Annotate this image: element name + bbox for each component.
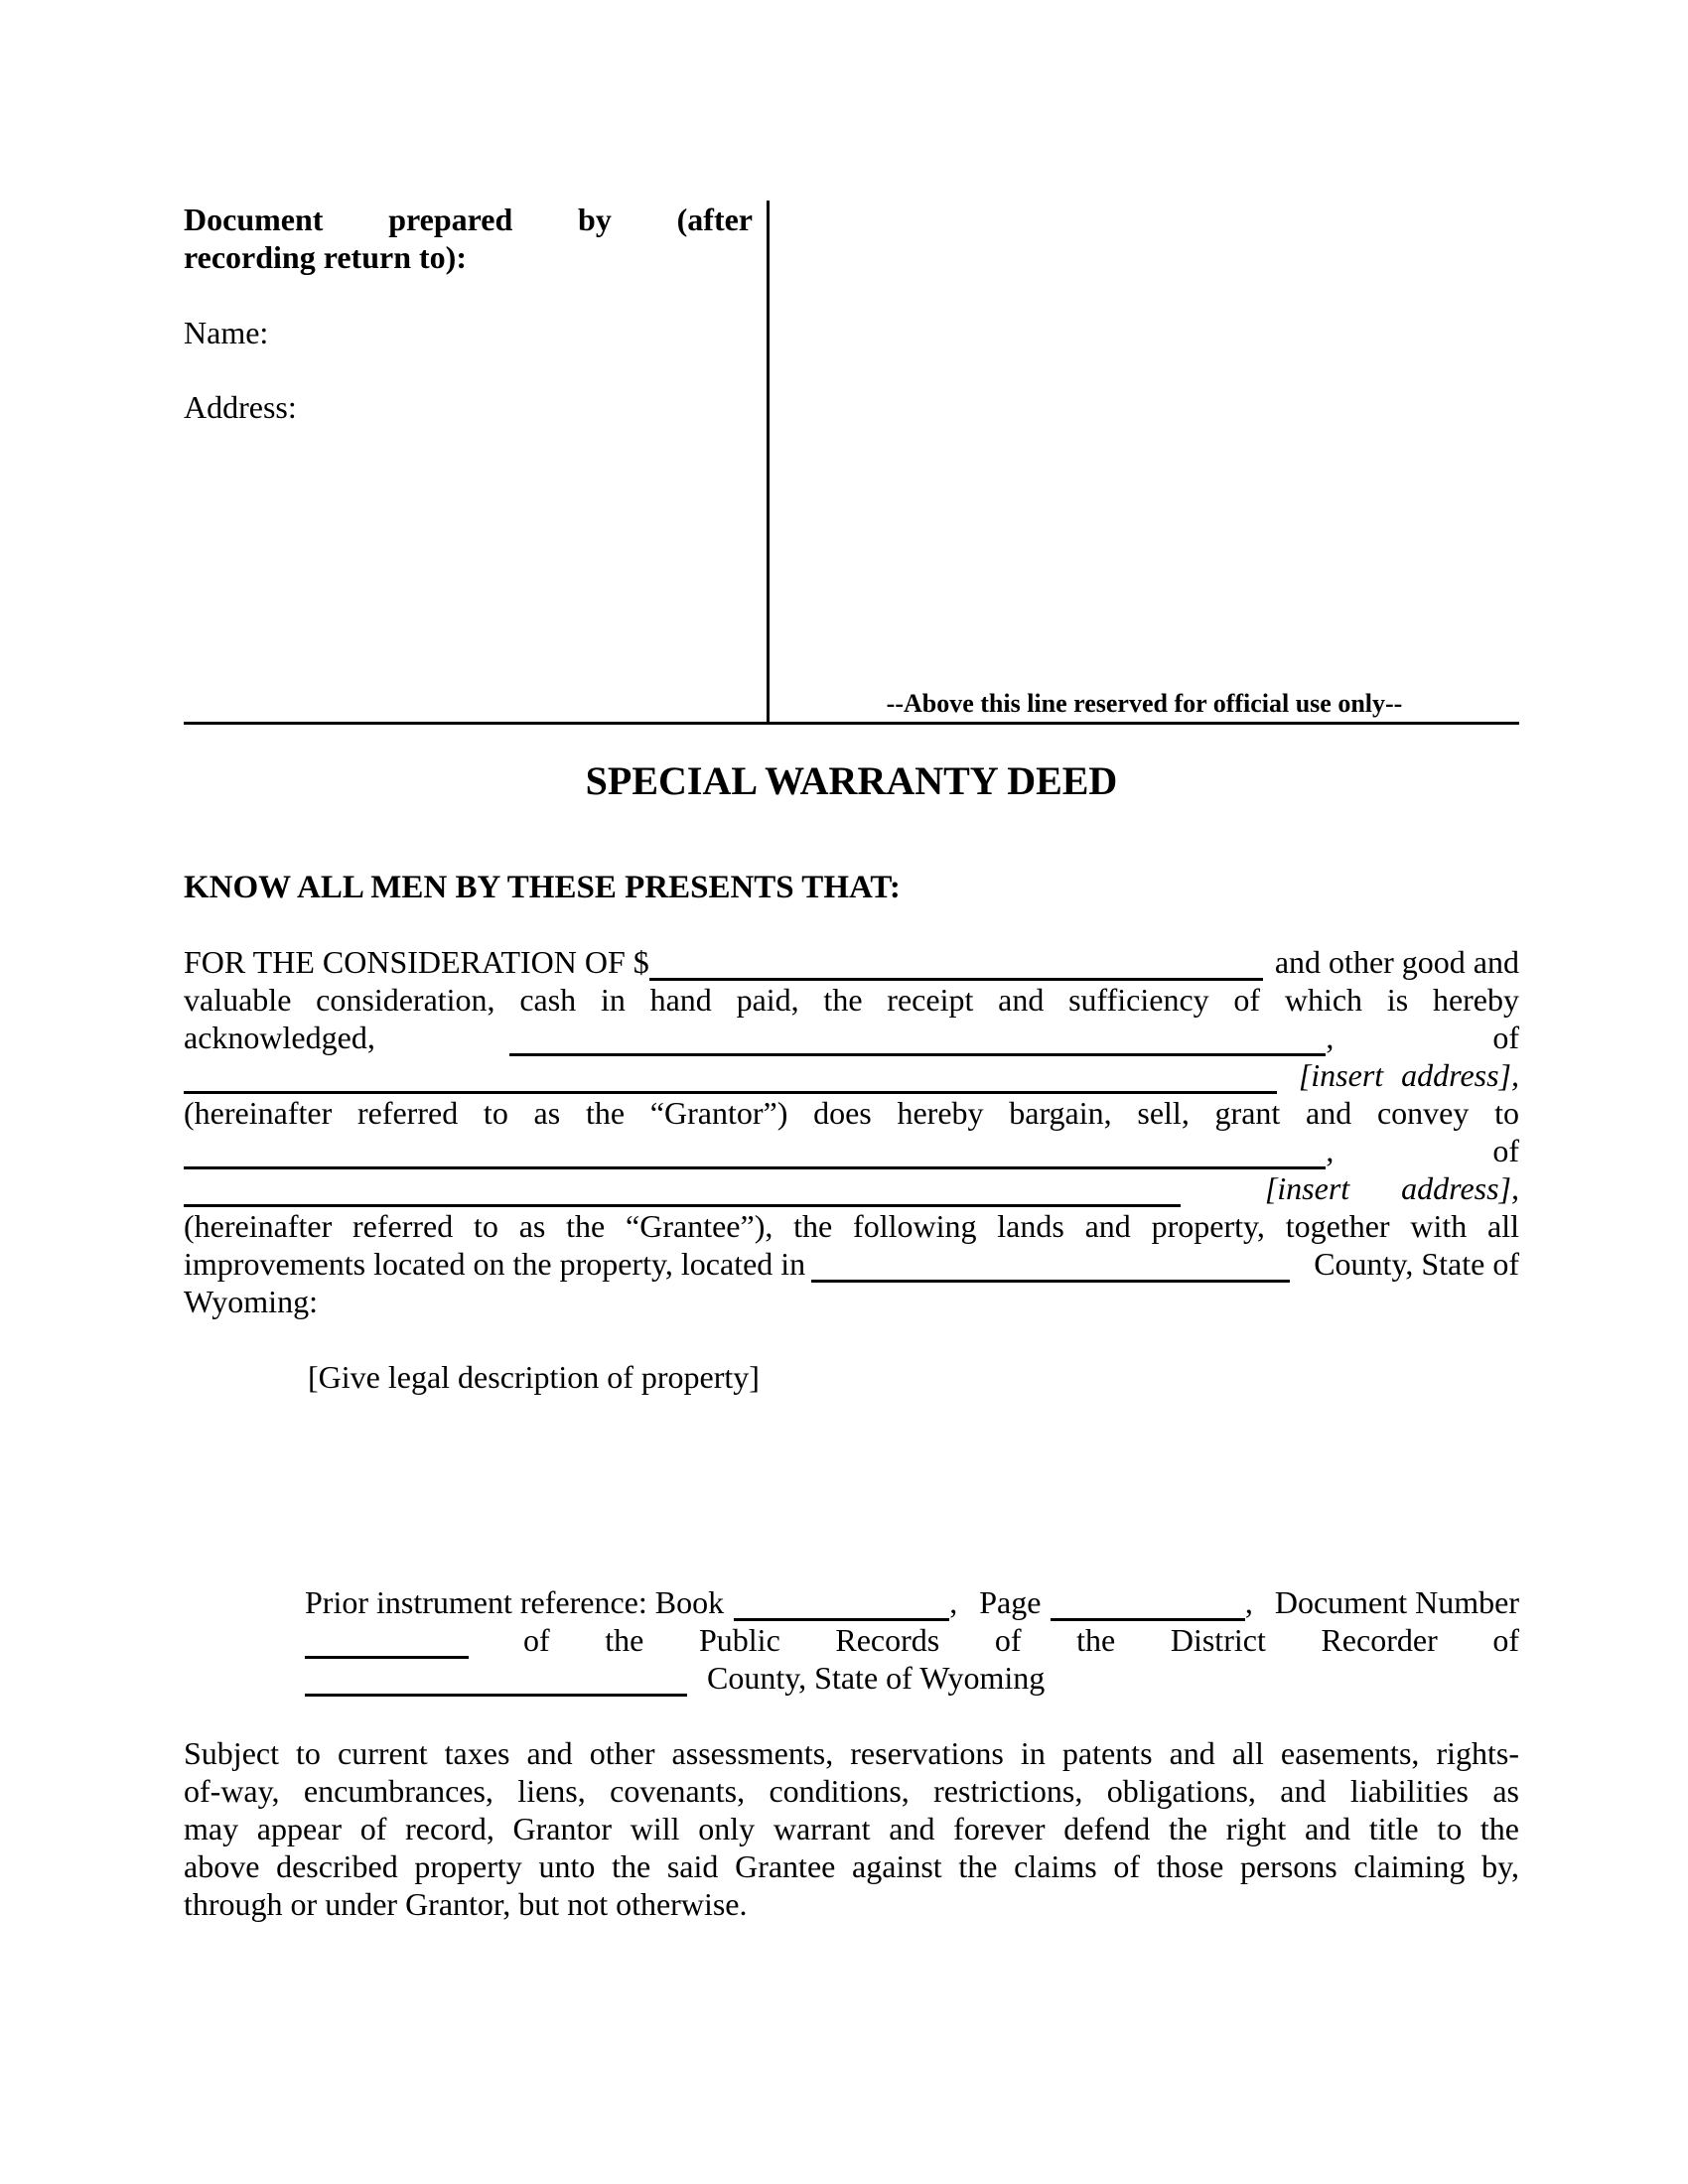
document-line [184,1056,1519,1094]
text-segment: of [1492,1020,1519,1055]
document-line [184,943,1519,981]
document-line: Document prepared by (after [184,202,753,237]
text-segment: , [949,1584,958,1620]
prior-instrument-paragraph [305,1583,1519,1697]
presents-heading: KNOW ALL MEN BY THESE PRESENTS THAT: [184,870,901,905]
text-segment: Document Number [1274,1584,1519,1620]
text-segment: address], [1401,1170,1519,1206]
document-line [184,1169,1519,1207]
consideration-paragraph [184,943,1519,1320]
grantee-name-blank[interactable] [184,1137,1326,1169]
text-segment: County, State of Wyoming [707,1660,1046,1696]
grantor-address-blank[interactable] [184,1061,1277,1094]
recording-header [184,201,1519,722]
text-segment: and other good and [1274,944,1519,980]
recorder-county-blank[interactable] [305,1664,687,1697]
text-segment: FOR THE CONSIDERATION OF $ [184,944,649,980]
document-line [184,1132,1519,1169]
text-segment: Prior instrument reference: Book [305,1584,725,1620]
text-segment: address], [1401,1057,1519,1093]
document-line: above described property unto the said Grantee against the claims of those persons claiming by, [184,1848,1519,1884]
document-line: recording return to): [184,239,467,275]
book-blank[interactable] [734,1588,949,1621]
document-number-blank[interactable] [305,1626,469,1659]
official-use-separator-line [184,722,1519,725]
text-segment: Page [979,1584,1042,1620]
document-line: Wyoming: [184,1284,318,1319]
document-line: (hereinafter referred to as the “Grantor”) does hereby bargain, sell, grant and convey to [184,1095,1519,1131]
page-blank[interactable] [1051,1588,1244,1621]
text-segment: [insert [1298,1057,1384,1093]
document-line [305,1659,1519,1697]
document-line: (hereinafter referred to as the “Grantee”), the following lands and property, together with all [184,1208,1519,1244]
document-line [305,1583,1519,1621]
document-line [305,1621,1519,1659]
text-segment: improvements located on the property, located in [184,1246,806,1282]
prepared-by-heading [184,201,753,276]
consideration-amount-blank[interactable] [649,948,1263,981]
text-segment: , [1326,1020,1335,1055]
text-segment: acknowledged, [184,1020,375,1055]
subject-to-paragraph [184,1734,1519,1923]
grantee-address-blank[interactable] [184,1174,1181,1207]
official-use-area [770,201,1519,722]
text-segment: of the Public Records of the District Recorder of [523,1622,1519,1658]
county-blank[interactable] [811,1250,1290,1283]
document-line: may appear of record, Grantor will only warrant and forever defend the right and title to the [184,1811,1519,1846]
prepared-by-box [184,201,770,722]
text-segment: , [1326,1133,1335,1168]
text-segment: of [1492,1133,1519,1168]
document-line [184,1245,1519,1283]
text-segment: County, State of [1314,1246,1519,1282]
official-use-note: --Above this line reserved for official use only-- [886,689,1403,718]
grantor-name-blank[interactable] [509,1024,1327,1056]
document-title: SPECIAL WARRANTY DEED [585,758,1118,803]
document-line [184,1019,1519,1056]
legal-description-placeholder: [Give legal description of property] [308,1359,760,1395]
document-line: of-way, encumbrances, liens, covenants, conditions, restrictions, obligations, and liabilities as [184,1773,1519,1809]
document-line: through or under Grantor, but not otherwise. [184,1886,748,1922]
text-segment: [insert [1264,1170,1350,1206]
text-segment: , [1244,1584,1253,1620]
document-line: Subject to current taxes and other assessments, reservations in patents and all easements, rights- [184,1735,1519,1771]
name-label: Name: [184,315,269,350]
document-line: valuable consideration, cash in hand paid, the receipt and sufficiency of which is hereby [184,982,1519,1018]
address-label: Address: [184,389,297,425]
